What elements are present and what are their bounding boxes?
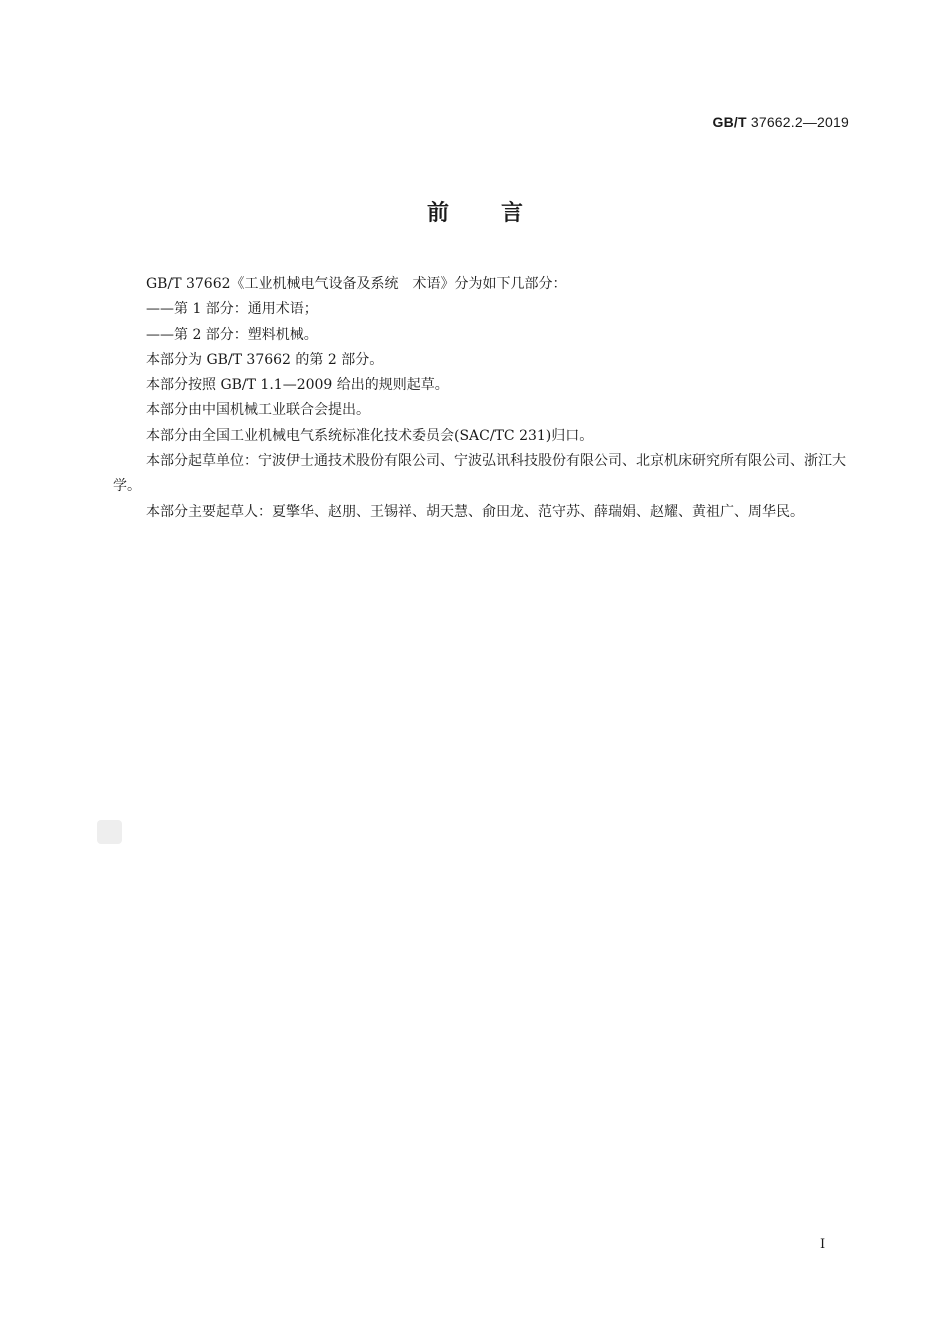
parts-intro-paragraph: GB/T 37662《工业机械电气设备及系统 术语》分为如下几部分：: [146, 276, 567, 292]
standard-code: 37662.2—2019: [750, 114, 849, 130]
foreword-heading: 前言: [426, 201, 575, 226]
committee-paragraph: 本部分由全国工业机械电气系统标准化技术委员会(SAC/TC 231)归口。: [146, 427, 594, 444]
page-number: I: [820, 1237, 826, 1252]
blank-mark: [97, 820, 122, 844]
standard-number: [713, 114, 850, 130]
proposer-paragraph: 本部分由中国机械工业联合会提出。: [146, 402, 370, 419]
drafters-paragraph: 本部分主要起草人：夏擎华、赵朋、王锡祥、胡天慧、俞田龙、范守苏、薛瑞娟、赵耀、黄祖广、周华民。: [146, 503, 804, 520]
drafting-rules-paragraph: 本部分按照 GB/T 1.1—2009 给出的规则起草。: [146, 377, 449, 394]
part-1-item: ——第 1 部分：通用术语；: [146, 301, 318, 318]
foreword-body: [113, 272, 850, 525]
standard-prefix: GB/T: [712, 114, 747, 130]
part-statement-paragraph: 本部分为 GB/T 37662 的第 2 部分。: [146, 351, 384, 368]
part-2-item: ——第 2 部分：塑料机械。: [146, 326, 318, 343]
drafting-units-paragraph: 本部分起草单位：宁波伊士通技术股份有限公司、宁波弘讯科技股份有限公司、北京机床研究所有限公司、浙江大学。: [113, 453, 846, 495]
